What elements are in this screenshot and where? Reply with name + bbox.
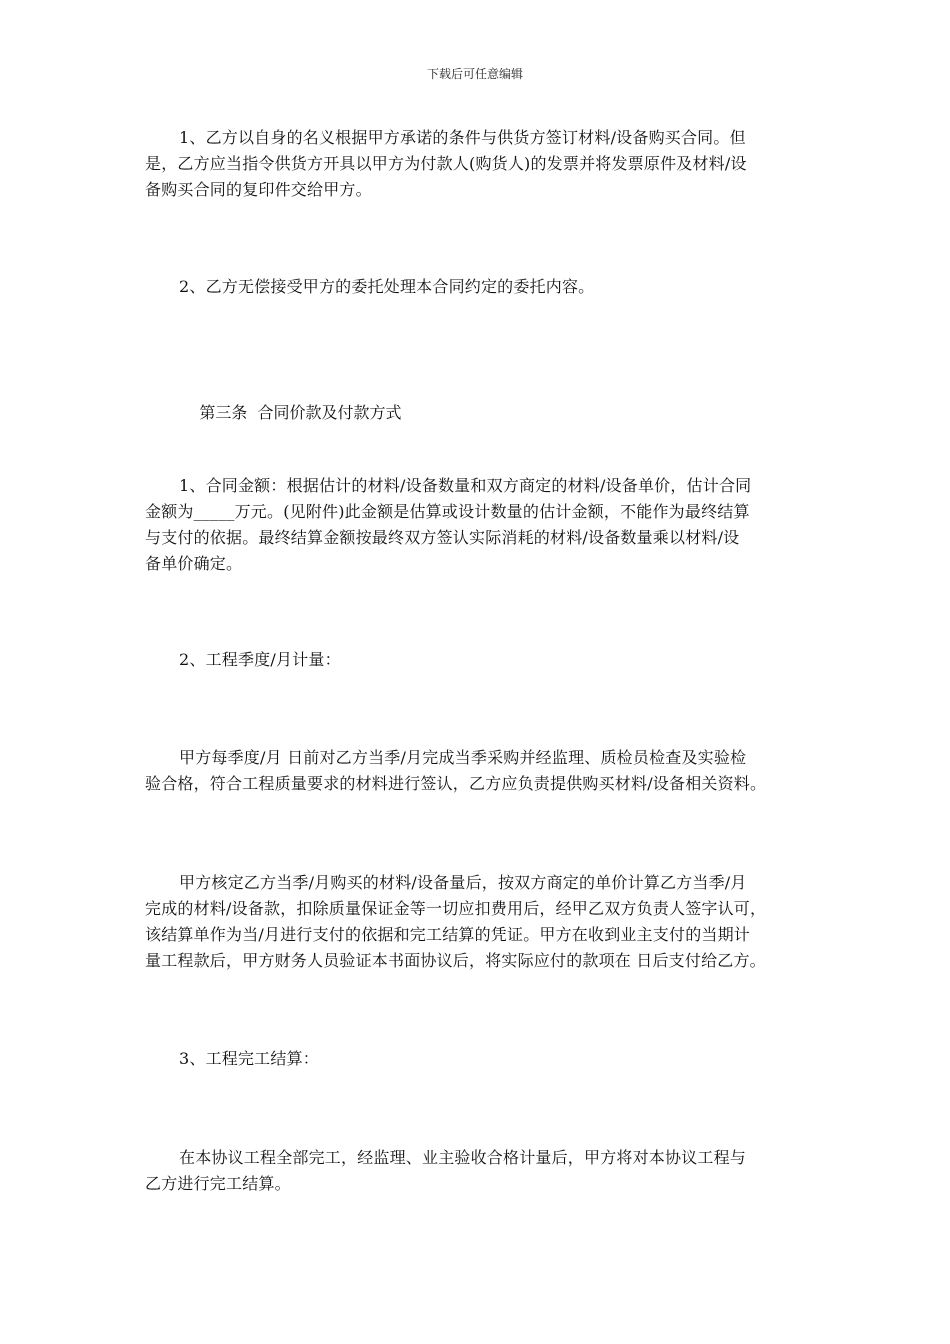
text-line: 备单价确定。 [145, 554, 243, 573]
payment-paragraph [145, 870, 813, 974]
text-line: 该结算单作为当/月进行支付的依据和完工结算的凭证。甲方在收到业主支付的当期计 [145, 925, 750, 944]
text-line: 3、工程完工结算： [179, 1049, 319, 1068]
text-line: 乙方进行完工结算。 [145, 1174, 291, 1193]
text-line: 甲方核定乙方当季/月购买的材料/设备量后，按双方商定的单价计算乙方当季/月 [179, 873, 747, 892]
text-line: 备购买合同的复印件交给甲方。 [145, 180, 372, 199]
text-line: 1、合同金额：根据估计的材料/设备数量和双方商定的材料/设备单价，估计合同 [179, 476, 752, 495]
clause-paragraph-1 [145, 125, 813, 203]
completion-settlement-paragraph [145, 1145, 813, 1197]
text-line: 2、工程季度/月计量： [179, 650, 341, 669]
text-line: 甲方每季度/月 日前对乙方当季/月完成当季采购并经监理、质检员检查及实验检 [179, 748, 747, 767]
text-line: 与支付的依据。最终结算金额按最终双方签认实际消耗的材料/设备数量乘以材料/设 [145, 528, 740, 547]
completion-settlement-heading [145, 1046, 813, 1072]
quarterly-signoff-paragraph [145, 745, 813, 797]
text-line: 完成的材料/设备款，扣除质量保证金等一切应扣费用后，经甲乙双方负责人签字认可， [145, 899, 767, 918]
text-line: 验合格，符合工程质量要求的材料进行签认，乙方应负责提供购买材料/设备相关资料。 [145, 774, 767, 793]
clause-paragraph-2 [145, 274, 813, 300]
text-line: 2、乙方无偿接受甲方的委托处理本合同约定的委托内容。 [179, 277, 595, 296]
text-line: 是，乙方应当指令供货方开具以甲方为付款人(购货人)的发票并将发票原件及材料/设 [145, 154, 747, 173]
text-line: 1、乙方以自身的名义根据甲方承诺的条件与供货方签订材料/设备购买合同。但 [179, 128, 746, 147]
section-heading-text: 第三条 合同价款及付款方式 [199, 403, 402, 422]
contract-amount-paragraph [145, 473, 813, 577]
text-line: 金额为_____万元。(见附件)此金额是估算或设计数量的估计金额，不能作为最终结算 [145, 502, 750, 521]
quarterly-measurement-heading [145, 647, 813, 673]
header-note: 下载后可任意编辑 [426, 67, 523, 81]
text-line: 在本协议工程全部完工，经监理、业主验收合格计量后，甲方将对本协议工程与 [179, 1148, 747, 1167]
section-heading [179, 374, 402, 452]
text-line: 量工程款后，甲方财务人员验证本书面协议后，将实际应付的款项在 日后支付给乙方。 [145, 951, 766, 970]
